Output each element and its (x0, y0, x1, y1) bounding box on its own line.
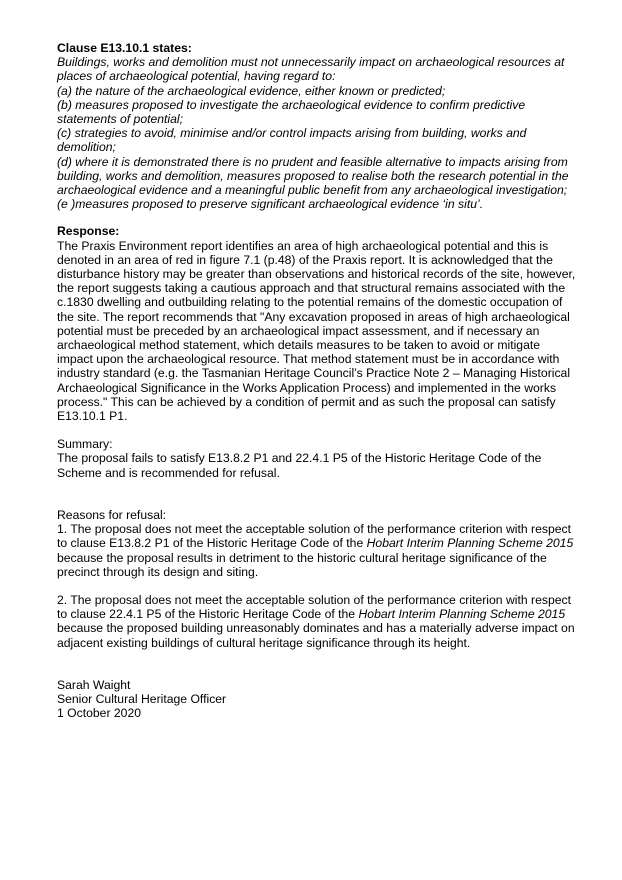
summary-body: The proposal fails to satisfy E13.8.2 P1 and 22.4.1 P5 of the Historic Heritage Code of the Scheme and is recommended for refusal. (57, 451, 542, 480)
reason-2 (57, 593, 577, 650)
clause-heading: Clause E13.10.1 states: (57, 41, 192, 55)
reason-1-post: because the proposal results in detriment to the historic cultural heritage significance of the precinct through its design and siting. (57, 550, 547, 579)
reason-1-pre: 1. The proposal does not meet the acceptable solution of the performance criterion with respect to clause E13.8.2 P1 of the Historic Heritage Code of the (57, 522, 571, 551)
signature-block (57, 678, 577, 721)
clause-item-a: (a) the nature of the archaeological evidence, either known or predicted; (57, 83, 446, 98)
reason-1-scheme: Hobart Interim Planning Scheme 2015 (366, 536, 574, 551)
summary-section (57, 437, 577, 480)
clause-section (57, 41, 577, 211)
document-page (57, 41, 577, 720)
reason-1 (57, 522, 577, 579)
clause-item-d: (d) where it is demonstrated there is no prudent and feasible alternative to impacts arising from building, works and demolition, measures proposed to realise both the research potential in the archaeological evidence and a meaningful public benefit from any archaeological investigation; (57, 154, 569, 198)
reasons-section (57, 508, 577, 650)
summary-heading: Summary: (57, 437, 113, 452)
reasons-heading: Reasons for refusal: (57, 507, 167, 522)
response-section (57, 224, 577, 423)
signature-name: Sarah Waight (57, 677, 131, 692)
reason-2-post: because the proposed building unreasonably dominates and has a materially adverse impact on adjacent existing buildings of cultural heritage significance through its height. (57, 621, 575, 650)
clause-item-c: (c) strategies to avoid, minimise and/or control impacts arising from building, works and demolition; (57, 126, 527, 155)
signature-date: 1 October 2020 (57, 706, 142, 721)
reason-2-pre: 2. The proposal does not meet the acceptable solution of the performance criterion with respect to clause 22.4.1 P5 of the Historic Heritage Code of the (57, 592, 571, 622)
response-heading: Response: (57, 224, 120, 239)
clause-item-e: (e )measures proposed to preserve significant archaeological evidence ‘in situ’. (57, 197, 484, 212)
clause-item-b: (b) measures proposed to investigate the archaeological evidence to confirm predictive statements of potential; (57, 97, 526, 127)
clause-intro: Buildings, works and demolition must not unnecessarily impact on archaeological resources at places of archaeological potential, having regard to: (57, 55, 565, 84)
response-body: The Praxis Environment report identifies an area of high archaeological potential and this is denoted in an area of red in figure 7.1 (p.48) of the Praxis report. It is acknowledged that the disturbance history may be greater than observations and historical records of the site, however, the report suggests taking a cautious approach and that structural remains associated with the c.1830 dwelling and outbuilding relating to the potential remains of the domestic occupation of the site. The report recommends that "Any excavation proposed in areas of high archaeological potential must be preceded by an archaeological impact assessment, and if necessary an archaeological method statement, which details measures to be taken to avoid or mitigate impact upon the archaeological resource. That method statement must be in accordance with industry standard (e.g. the Tasmanian Heritage Council’s Practice Note 2 – Managing Historical Archaeological Significance in the Works Application Process) and implemented in the works process." This can be achieved by a condition of permit and as such the proposal can satisfy E13.10.1 P1. (57, 238, 576, 424)
signature-title: Senior Cultural Heritage Officer (57, 691, 227, 706)
reason-2-scheme: Hobart Interim Planning Scheme 2015 (358, 607, 566, 622)
